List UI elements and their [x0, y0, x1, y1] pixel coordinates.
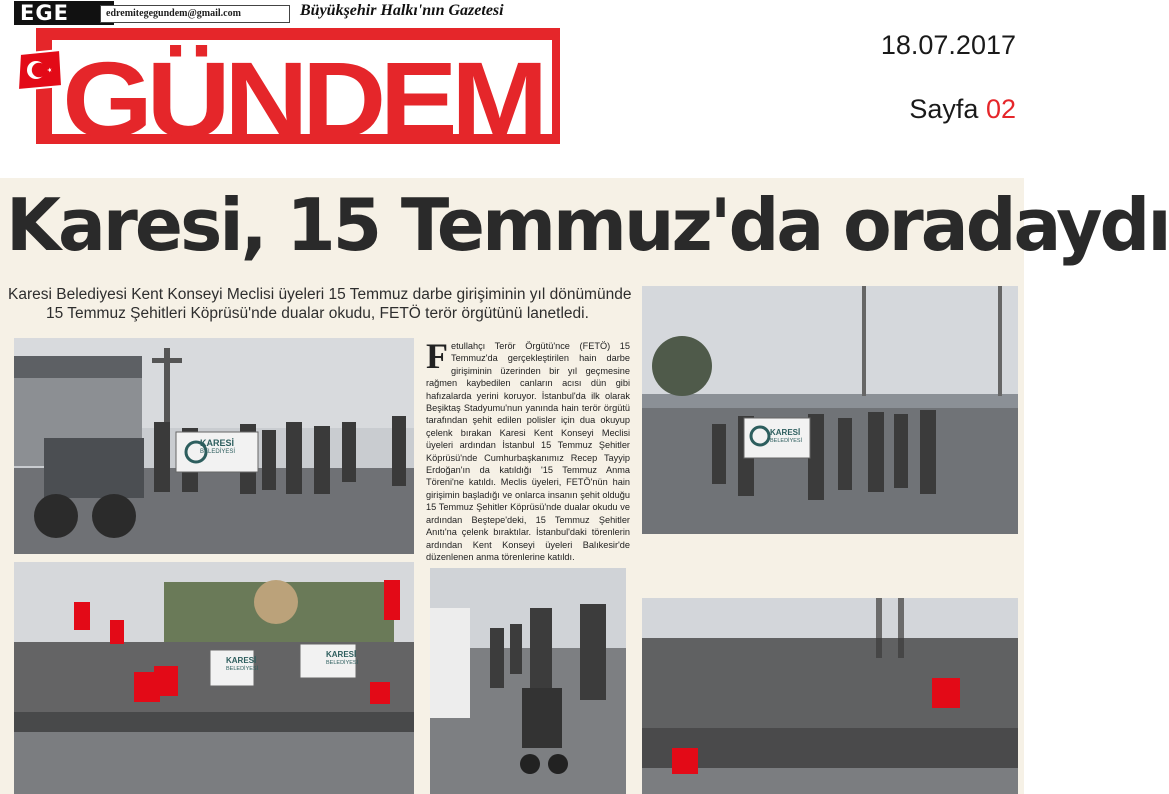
photo-bridge-walk [642, 286, 1018, 534]
page-number-value: 02 [985, 94, 1016, 124]
logo-inner [52, 39, 552, 160]
banner-label-3: KARESİ [226, 656, 257, 665]
banner-sublabel-1: BELEDİYESİ [200, 449, 236, 455]
drop-cap: F [426, 336, 448, 376]
banner-label-1: KARESİ [200, 438, 235, 448]
photo-crowd-bridge [642, 598, 1018, 794]
article-clipping [0, 178, 1169, 794]
banner-label-2: KARESİ [770, 428, 801, 437]
page-number [909, 94, 1016, 125]
newspaper-logo: GÜNDEM [62, 39, 542, 160]
logo-ege: EGE [14, 1, 114, 25]
contact-email: edremitegegundem@gmail.com [100, 5, 290, 23]
issue-date: 18.07.2017 [880, 30, 1016, 60]
photo-group-flags [14, 562, 414, 794]
newspaper-slogan: Büyükşehir Halkı'nın Gazetesi [300, 2, 504, 19]
photo-child-bridge [430, 568, 626, 794]
article-subheading-line-1: Karesi Belediyesi Kent Konseyi Meclisi üyeleri 15 Temmuz darbe girişiminin yıl dönümünde [8, 286, 632, 303]
banner-sublabel-4: BELEDİYESİ [326, 660, 359, 666]
banner-sublabel-2: BELEDİYESİ [770, 438, 803, 444]
logo-frame [36, 28, 560, 160]
turkish-flag-icon [16, 48, 64, 92]
article-headline: Karesi, 15 Temmuz'da oradaydı [6, 183, 1169, 267]
banner-sublabel-3: BELEDİYESİ [226, 666, 259, 672]
article-body-text: etullahçı Terör Örgütü'nce (FETÖ) 15 Temmuz'da gerçekleştirilen hain darbe girişiminin üzerinden bir yıl geçmesine rağmen kaybedilen canların acısı dün gibi hafızalarda yerini koruyor. İstanbul'da ilk olarak Beşiktaş Stadyumu'nun yanında hain terör örgütü tarafından şehit edilen polisler için dua okuyup çelenk bırakan Karesi Kent Konseyi Meclisi üyeleri ardından İstanbul 15 Temmuz Şehitler Köprüsü'nde Cumhurbaşkanımız Recep Tayyip Erdoğan'ın da katıldığı '15 Temmuz Anma Töreni'ne katıldı. Meclis üyeleri, FETÖ'nün hain girişimin başladığı ve onlarca insanın şehit olduğu 15 Temmuz Şehitler Köprüsü'nde dualar okudu ve ardından Beştepe'deki, 15 Temmuz Şehitler Anıtı'na çelenk bıraktılar. İstanbul'daki törenlerin ardından Kent Konseyi üyeleri Balıkesir'de düzenlenen anma törenlerine katıldı. [426, 341, 630, 562]
page-label-text: Sayfa [909, 94, 979, 124]
banner-label-4: KARESİ [326, 650, 357, 659]
article-subheading-line-2: 15 Temmuz Şehitleri Köprüsü'nde dualar okudu, FETÖ terör örgütünü lanetledi. [46, 305, 589, 322]
masthead [14, 0, 560, 160]
article-body [426, 336, 630, 563]
